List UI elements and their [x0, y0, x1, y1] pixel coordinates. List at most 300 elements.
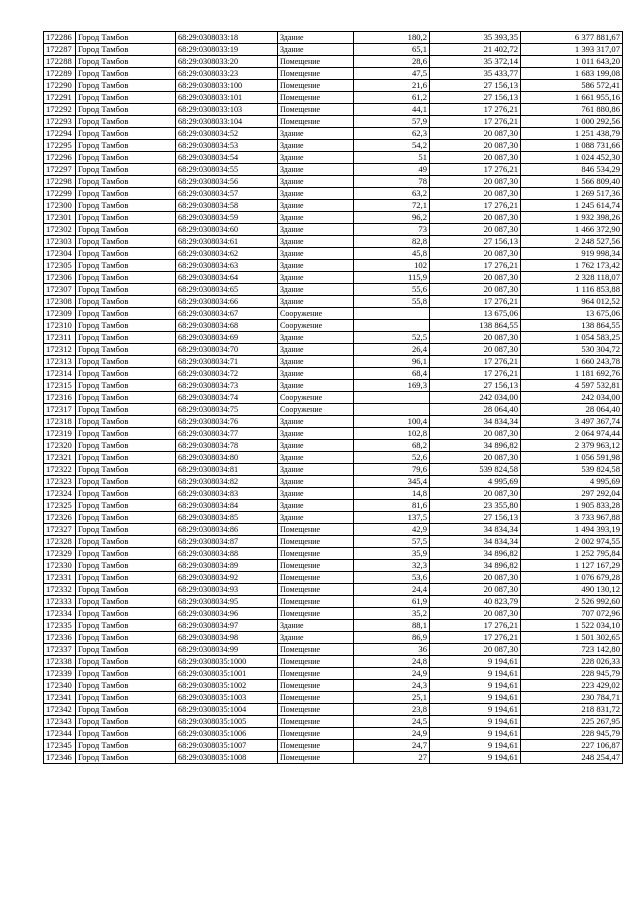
area-cell: 102,8	[354, 428, 430, 440]
area-cell: 61,9	[354, 596, 430, 608]
table-row	[44, 524, 623, 536]
cadastral-number-cell: 68:29:0308033:104	[176, 116, 278, 128]
object-type-cell: Здание	[278, 464, 354, 476]
cadastral-number-cell: 68:29:0308033:20	[176, 56, 278, 68]
specific-value-cell: 4 995,69	[430, 476, 521, 488]
cadastral-number-cell: 68:29:0308034:53	[176, 140, 278, 152]
object-type-cell: Здание	[278, 224, 354, 236]
record-id-cell: 172321	[44, 452, 76, 464]
city-cell: Город Тамбов	[76, 536, 176, 548]
cadastral-value-cell: 2 248 527,56	[521, 236, 623, 248]
record-id-cell: 172342	[44, 704, 76, 716]
cadastral-value-cell: 964 012,52	[521, 296, 623, 308]
cadastral-number-cell: 68:29:0308034:72	[176, 368, 278, 380]
cadastral-value-cell: 1 661 955,16	[521, 92, 623, 104]
table-row	[44, 692, 623, 704]
object-type-cell: Сооружение	[278, 320, 354, 332]
cadastral-value-cell: 1 000 292,56	[521, 116, 623, 128]
area-cell: 137,5	[354, 512, 430, 524]
cadastral-number-cell: 68:29:0308034:58	[176, 200, 278, 212]
cadastral-value-cell: 227 106,87	[521, 740, 623, 752]
record-id-cell: 172286	[44, 32, 76, 44]
cadastral-number-cell: 68:29:0308034:57	[176, 188, 278, 200]
record-id-cell: 172346	[44, 752, 76, 764]
area-cell: 53,6	[354, 572, 430, 584]
specific-value-cell: 20 087,30	[430, 212, 521, 224]
object-type-cell: Помещение	[278, 716, 354, 728]
record-id-cell: 172296	[44, 152, 76, 164]
cadastral-value-cell: 1 088 731,66	[521, 140, 623, 152]
record-id-cell: 172300	[44, 200, 76, 212]
table-row	[44, 200, 623, 212]
area-cell	[354, 320, 430, 332]
city-cell: Город Тамбов	[76, 704, 176, 716]
table-row	[44, 608, 623, 620]
cadastral-value-cell: 1 054 583,25	[521, 332, 623, 344]
table-row	[44, 644, 623, 656]
record-id-cell: 172295	[44, 140, 76, 152]
city-cell: Город Тамбов	[76, 476, 176, 488]
object-type-cell: Здание	[278, 416, 354, 428]
record-id-cell: 172317	[44, 404, 76, 416]
area-cell: 52,5	[354, 332, 430, 344]
specific-value-cell: 34 834,34	[430, 524, 521, 536]
object-type-cell: Здание	[278, 632, 354, 644]
area-cell: 24,9	[354, 668, 430, 680]
record-id-cell: 172333	[44, 596, 76, 608]
table-row	[44, 500, 623, 512]
object-type-cell: Помещение	[278, 596, 354, 608]
cadastral-value-cell: 1 494 393,19	[521, 524, 623, 536]
specific-value-cell: 23 355,80	[430, 500, 521, 512]
cadastral-number-cell: 68:29:0308035:1003	[176, 692, 278, 704]
city-cell: Город Тамбов	[76, 644, 176, 656]
table-row	[44, 224, 623, 236]
city-cell: Город Тамбов	[76, 608, 176, 620]
specific-value-cell: 17 276,21	[430, 632, 521, 644]
cadastral-number-cell: 68:29:0308034:95	[176, 596, 278, 608]
record-id-cell: 172311	[44, 332, 76, 344]
object-type-cell: Помещение	[278, 92, 354, 104]
specific-value-cell: 34 896,82	[430, 548, 521, 560]
city-cell: Город Тамбов	[76, 56, 176, 68]
table-row	[44, 212, 623, 224]
specific-value-cell: 20 087,30	[430, 140, 521, 152]
object-type-cell: Сооружение	[278, 308, 354, 320]
table-row	[44, 308, 623, 320]
cadastral-value-cell: 1 932 398,26	[521, 212, 623, 224]
cadastral-value-cell: 1 501 302,65	[521, 632, 623, 644]
specific-value-cell: 20 087,30	[430, 332, 521, 344]
city-cell: Город Тамбов	[76, 596, 176, 608]
area-cell: 24,7	[354, 740, 430, 752]
table-row	[44, 80, 623, 92]
record-id-cell: 172287	[44, 44, 76, 56]
specific-value-cell: 9 194,61	[430, 728, 521, 740]
cadastral-number-cell: 68:29:0308034:82	[176, 476, 278, 488]
cadastral-number-cell: 68:29:0308034:70	[176, 344, 278, 356]
cadastral-value-cell: 1 269 517,36	[521, 188, 623, 200]
table-row	[44, 164, 623, 176]
specific-value-cell: 27 156,13	[430, 80, 521, 92]
city-cell: Город Тамбов	[76, 548, 176, 560]
record-id-cell: 172326	[44, 512, 76, 524]
city-cell: Город Тамбов	[76, 368, 176, 380]
specific-value-cell: 20 087,30	[430, 344, 521, 356]
specific-value-cell: 35 372,14	[430, 56, 521, 68]
city-cell: Город Тамбов	[76, 128, 176, 140]
cadastral-value-cell: 723 142,80	[521, 644, 623, 656]
record-id-cell: 172288	[44, 56, 76, 68]
specific-value-cell: 17 276,21	[430, 260, 521, 272]
area-cell: 55,8	[354, 296, 430, 308]
cadastral-value-cell: 1 011 643,20	[521, 56, 623, 68]
area-cell: 25,1	[354, 692, 430, 704]
city-cell: Город Тамбов	[76, 164, 176, 176]
specific-value-cell: 17 276,21	[430, 104, 521, 116]
object-type-cell: Помещение	[278, 656, 354, 668]
specific-value-cell: 9 194,61	[430, 716, 521, 728]
specific-value-cell: 20 087,30	[430, 572, 521, 584]
area-cell: 169,3	[354, 380, 430, 392]
cadastral-number-cell: 68:29:0308034:74	[176, 392, 278, 404]
city-cell: Город Тамбов	[76, 452, 176, 464]
table-row	[44, 284, 623, 296]
cadastral-number-cell: 68:29:0308034:66	[176, 296, 278, 308]
record-id-cell: 172315	[44, 380, 76, 392]
cadastral-number-cell: 68:29:0308034:60	[176, 224, 278, 236]
table-row	[44, 404, 623, 416]
cadastral-value-cell: 230 784,71	[521, 692, 623, 704]
record-id-cell: 172305	[44, 260, 76, 272]
table-row	[44, 572, 623, 584]
cadastral-value-cell: 1 683 199,08	[521, 68, 623, 80]
table-row	[44, 116, 623, 128]
area-cell: 44,1	[354, 104, 430, 116]
record-id-cell: 172306	[44, 272, 76, 284]
cadastral-value-cell: 2 328 118,07	[521, 272, 623, 284]
area-cell: 49	[354, 164, 430, 176]
object-type-cell: Здание	[278, 44, 354, 56]
specific-value-cell: 34 896,82	[430, 560, 521, 572]
record-id-cell: 172337	[44, 644, 76, 656]
record-id-cell: 172319	[44, 428, 76, 440]
cadastral-value-cell: 1 245 614,74	[521, 200, 623, 212]
city-cell: Город Тамбов	[76, 212, 176, 224]
specific-value-cell: 20 087,30	[430, 188, 521, 200]
record-id-cell: 172323	[44, 476, 76, 488]
cadastral-number-cell: 68:29:0308034:54	[176, 152, 278, 164]
specific-value-cell: 27 156,13	[430, 92, 521, 104]
record-id-cell: 172336	[44, 632, 76, 644]
area-cell: 51	[354, 152, 430, 164]
cadastral-value-cell: 1 127 167,29	[521, 560, 623, 572]
area-cell: 28,6	[354, 56, 430, 68]
cadastral-number-cell: 68:29:0308034:73	[176, 380, 278, 392]
area-cell: 54,2	[354, 140, 430, 152]
area-cell: 57,5	[354, 536, 430, 548]
cadastral-number-cell: 68:29:0308034:85	[176, 512, 278, 524]
cadastral-value-cell: 228 945,79	[521, 728, 623, 740]
area-cell: 24,9	[354, 728, 430, 740]
cadastral-value-cell: 707 072,96	[521, 608, 623, 620]
city-cell: Город Тамбов	[76, 116, 176, 128]
table-row	[44, 332, 623, 344]
table-row	[44, 488, 623, 500]
cadastral-number-cell: 68:29:0308034:68	[176, 320, 278, 332]
record-id-cell: 172341	[44, 692, 76, 704]
record-id-cell: 172294	[44, 128, 76, 140]
area-cell: 23,8	[354, 704, 430, 716]
table-row	[44, 92, 623, 104]
object-type-cell: Помещение	[278, 548, 354, 560]
specific-value-cell: 9 194,61	[430, 668, 521, 680]
area-cell: 100,4	[354, 416, 430, 428]
record-id-cell: 172331	[44, 572, 76, 584]
record-id-cell: 172304	[44, 248, 76, 260]
object-type-cell: Помещение	[278, 740, 354, 752]
area-cell: 24,5	[354, 716, 430, 728]
city-cell: Город Тамбов	[76, 656, 176, 668]
city-cell: Город Тамбов	[76, 152, 176, 164]
object-type-cell: Помещение	[278, 704, 354, 716]
table-body	[44, 32, 623, 764]
specific-value-cell: 17 276,21	[430, 356, 521, 368]
cadastral-value-cell: 228 026,33	[521, 656, 623, 668]
record-id-cell: 172302	[44, 224, 76, 236]
table-row	[44, 176, 623, 188]
record-id-cell: 172322	[44, 464, 76, 476]
city-cell: Город Тамбов	[76, 188, 176, 200]
specific-value-cell: 21 402,72	[430, 44, 521, 56]
table-row	[44, 440, 623, 452]
cadastral-number-cell: 68:29:0308035:1004	[176, 704, 278, 716]
table-row	[44, 740, 623, 752]
specific-value-cell: 27 156,13	[430, 512, 521, 524]
cadastral-value-cell: 1 056 591,98	[521, 452, 623, 464]
cadastral-value-cell: 1 251 438,79	[521, 128, 623, 140]
cadastral-value-cell: 1 522 034,10	[521, 620, 623, 632]
cadastral-value-cell: 1 181 692,76	[521, 368, 623, 380]
object-type-cell: Здание	[278, 248, 354, 260]
object-type-cell: Здание	[278, 512, 354, 524]
specific-value-cell: 138 864,55	[430, 320, 521, 332]
specific-value-cell: 35 393,35	[430, 32, 521, 44]
object-type-cell: Помещение	[278, 608, 354, 620]
cadastral-number-cell: 68:29:0308034:98	[176, 632, 278, 644]
area-cell: 62,3	[354, 128, 430, 140]
city-cell: Город Тамбов	[76, 248, 176, 260]
specific-value-cell: 242 034,00	[430, 392, 521, 404]
city-cell: Город Тамбов	[76, 80, 176, 92]
table-row	[44, 680, 623, 692]
specific-value-cell: 34 834,34	[430, 416, 521, 428]
city-cell: Город Тамбов	[76, 380, 176, 392]
record-id-cell: 172290	[44, 80, 76, 92]
specific-value-cell: 9 194,61	[430, 704, 521, 716]
table-row	[44, 716, 623, 728]
cadastral-value-cell: 28 064,40	[521, 404, 623, 416]
cadastral-number-cell: 68:29:0308034:80	[176, 452, 278, 464]
record-id-cell: 172330	[44, 560, 76, 572]
area-cell: 32,3	[354, 560, 430, 572]
object-type-cell: Здание	[278, 452, 354, 464]
table-row	[44, 476, 623, 488]
specific-value-cell: 35 433,77	[430, 68, 521, 80]
specific-value-cell: 9 194,61	[430, 656, 521, 668]
table-row	[44, 188, 623, 200]
cadastral-number-cell: 68:29:0308033:100	[176, 80, 278, 92]
city-cell: Город Тамбов	[76, 416, 176, 428]
table-row	[44, 452, 623, 464]
object-type-cell: Здание	[278, 476, 354, 488]
table-row	[44, 140, 623, 152]
specific-value-cell: 17 276,21	[430, 164, 521, 176]
cadastral-value-cell: 1 252 795,84	[521, 548, 623, 560]
specific-value-cell: 20 087,30	[430, 224, 521, 236]
object-type-cell: Здание	[278, 284, 354, 296]
area-cell: 55,6	[354, 284, 430, 296]
object-type-cell: Здание	[278, 200, 354, 212]
cadastral-number-cell: 68:29:0308034:81	[176, 464, 278, 476]
city-cell: Город Тамбов	[76, 440, 176, 452]
cadastral-value-cell: 1 116 853,88	[521, 284, 623, 296]
specific-value-cell: 20 087,30	[430, 428, 521, 440]
city-cell: Город Тамбов	[76, 44, 176, 56]
area-cell: 81,6	[354, 500, 430, 512]
city-cell: Город Тамбов	[76, 344, 176, 356]
specific-value-cell: 27 156,13	[430, 380, 521, 392]
specific-value-cell: 17 276,21	[430, 368, 521, 380]
city-cell: Город Тамбов	[76, 356, 176, 368]
table-row	[44, 752, 623, 764]
specific-value-cell: 9 194,61	[430, 692, 521, 704]
record-id-cell: 172318	[44, 416, 76, 428]
specific-value-cell: 9 194,61	[430, 752, 521, 764]
table-row	[44, 248, 623, 260]
city-cell: Город Тамбов	[76, 740, 176, 752]
cadastral-number-cell: 68:29:0308034:59	[176, 212, 278, 224]
area-cell: 35,9	[354, 548, 430, 560]
area-cell: 115,9	[354, 272, 430, 284]
cadastral-number-cell: 68:29:0308035:1002	[176, 680, 278, 692]
specific-value-cell: 20 087,30	[430, 272, 521, 284]
city-cell: Город Тамбов	[76, 584, 176, 596]
table-row	[44, 512, 623, 524]
cadastral-number-cell: 68:29:0308034:97	[176, 620, 278, 632]
object-type-cell: Здание	[278, 500, 354, 512]
city-cell: Город Тамбов	[76, 332, 176, 344]
area-cell: 73	[354, 224, 430, 236]
table-row	[44, 704, 623, 716]
cadastral-value-cell: 13 675,06	[521, 308, 623, 320]
area-cell	[354, 308, 430, 320]
table-row	[44, 344, 623, 356]
object-type-cell: Помещение	[278, 80, 354, 92]
area-cell: 47,5	[354, 68, 430, 80]
specific-value-cell: 13 675,06	[430, 308, 521, 320]
object-type-cell: Здание	[278, 620, 354, 632]
cadastral-number-cell: 68:29:0308033:23	[176, 68, 278, 80]
cadastral-value-cell: 242 034,00	[521, 392, 623, 404]
object-type-cell: Здание	[278, 428, 354, 440]
record-id-cell: 172293	[44, 116, 76, 128]
record-id-cell: 172307	[44, 284, 76, 296]
cadastral-value-cell: 761 880,86	[521, 104, 623, 116]
specific-value-cell: 20 087,30	[430, 584, 521, 596]
record-id-cell: 172328	[44, 536, 76, 548]
object-type-cell: Здание	[278, 368, 354, 380]
cadastral-number-cell: 68:29:0308033:18	[176, 32, 278, 44]
object-type-cell: Здание	[278, 152, 354, 164]
cadastral-value-cell: 1 762 173,42	[521, 260, 623, 272]
record-id-cell: 172292	[44, 104, 76, 116]
city-cell: Город Тамбов	[76, 752, 176, 764]
record-id-cell: 172338	[44, 656, 76, 668]
area-cell: 24,4	[354, 584, 430, 596]
table-row	[44, 236, 623, 248]
cadastral-value-cell: 1 024 452,30	[521, 152, 623, 164]
city-cell: Город Тамбов	[76, 680, 176, 692]
specific-value-cell: 28 064,40	[430, 404, 521, 416]
cadastral-value-cell: 297 292,04	[521, 488, 623, 500]
city-cell: Город Тамбов	[76, 620, 176, 632]
city-cell: Город Тамбов	[76, 200, 176, 212]
area-cell: 45,8	[354, 248, 430, 260]
record-id-cell: 172334	[44, 608, 76, 620]
city-cell: Город Тамбов	[76, 572, 176, 584]
area-cell: 180,2	[354, 32, 430, 44]
specific-value-cell: 539 824,58	[430, 464, 521, 476]
record-id-cell: 172332	[44, 584, 76, 596]
object-type-cell: Здание	[278, 380, 354, 392]
cadastral-number-cell: 68:29:0308034:69	[176, 332, 278, 344]
cadastral-value-cell: 2 379 963,12	[521, 440, 623, 452]
area-cell: 61,2	[354, 92, 430, 104]
table-row	[44, 368, 623, 380]
property-table	[43, 31, 623, 764]
object-type-cell: Сооружение	[278, 404, 354, 416]
object-type-cell: Здание	[278, 332, 354, 344]
cadastral-number-cell: 68:29:0308034:52	[176, 128, 278, 140]
object-type-cell: Помещение	[278, 728, 354, 740]
area-cell: 79,6	[354, 464, 430, 476]
area-cell: 68,4	[354, 368, 430, 380]
area-cell: 68,2	[354, 440, 430, 452]
record-id-cell: 172343	[44, 716, 76, 728]
object-type-cell: Здание	[278, 176, 354, 188]
city-cell: Город Тамбов	[76, 320, 176, 332]
cadastral-number-cell: 68:29:0308034:99	[176, 644, 278, 656]
cadastral-value-cell: 1 393 317,07	[521, 44, 623, 56]
object-type-cell: Здание	[278, 296, 354, 308]
city-cell: Город Тамбов	[76, 464, 176, 476]
city-cell: Город Тамбов	[76, 104, 176, 116]
city-cell: Город Тамбов	[76, 140, 176, 152]
cadastral-number-cell: 68:29:0308034:61	[176, 236, 278, 248]
table-row	[44, 548, 623, 560]
table-row	[44, 320, 623, 332]
cadastral-number-cell: 68:29:0308034:76	[176, 416, 278, 428]
city-cell: Город Тамбов	[76, 404, 176, 416]
cadastral-value-cell: 3 733 967,88	[521, 512, 623, 524]
specific-value-cell: 9 194,61	[430, 740, 521, 752]
record-id-cell: 172329	[44, 548, 76, 560]
specific-value-cell: 27 156,13	[430, 236, 521, 248]
cadastral-number-cell: 68:29:0308034:63	[176, 260, 278, 272]
cadastral-value-cell: 2 002 974,55	[521, 536, 623, 548]
cadastral-value-cell: 539 824,58	[521, 464, 623, 476]
